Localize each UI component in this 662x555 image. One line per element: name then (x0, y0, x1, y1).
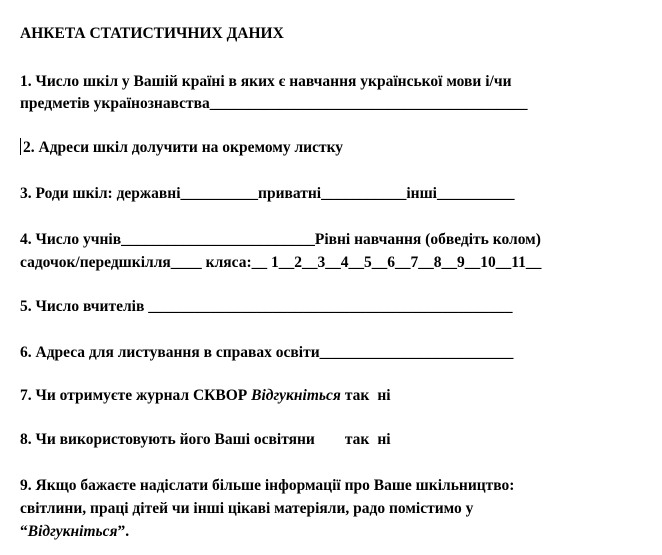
question-9-line-3 (20, 522, 129, 542)
question-1-line-1: 1. Число шкіл у Вашій країні в яких є навчання української мови і/чи (20, 73, 512, 90)
question-9-line-2: світлини, праці дітей чи інші цікаві матеріяли, радо помістимо у (20, 500, 474, 517)
answer-no: ні (377, 431, 391, 448)
question-2 (20, 138, 343, 158)
journal-name: Відгукніться (27, 523, 118, 540)
journal-name: Відгукніться (251, 387, 341, 404)
answer-yes: так (344, 387, 370, 404)
question-1-line-2: предметів українознавства_________________________________________ (20, 95, 528, 112)
question-4-line-2: садочок/передшкілля____ кляса:__ 1__2__3__4__5__6__7__8__9__10__11__ (20, 254, 542, 271)
question-6: 6. Адреса для листування в справах освіти_________________________ (20, 344, 514, 361)
question-4-line-1: 4. Число учнів_________________________Рівні навчання (обведіть колом) (20, 231, 541, 248)
question-8-prefix: 8. Чи використовують його Ваші освітяни (20, 431, 315, 448)
question-7-prefix: 7. Чи отримуєте журнал СКВОР (20, 387, 252, 404)
question-2-text: 2. Адреси шкіл долучити на окремому листку (23, 139, 344, 156)
question-5: 5. Число вчителів _______________________________________________ (20, 298, 513, 315)
form-title: АНКЕТА СТАТИСТИЧНИХ ДАНИХ (20, 25, 284, 42)
text-cursor (20, 138, 21, 155)
question-9-line-1: 9. Якщо бажаєте надіслати більше інформації про Ваше шкільництво: (20, 477, 515, 494)
question-7 (20, 386, 391, 406)
question-3: 3. Роди шкіл: державні__________приватні___________інші__________ (20, 185, 515, 202)
question-8 (20, 430, 391, 450)
answer-no: ні (377, 387, 391, 404)
close-quote: ”. (117, 523, 130, 540)
open-quote: “ (20, 523, 28, 540)
answer-yes: так (344, 431, 370, 448)
